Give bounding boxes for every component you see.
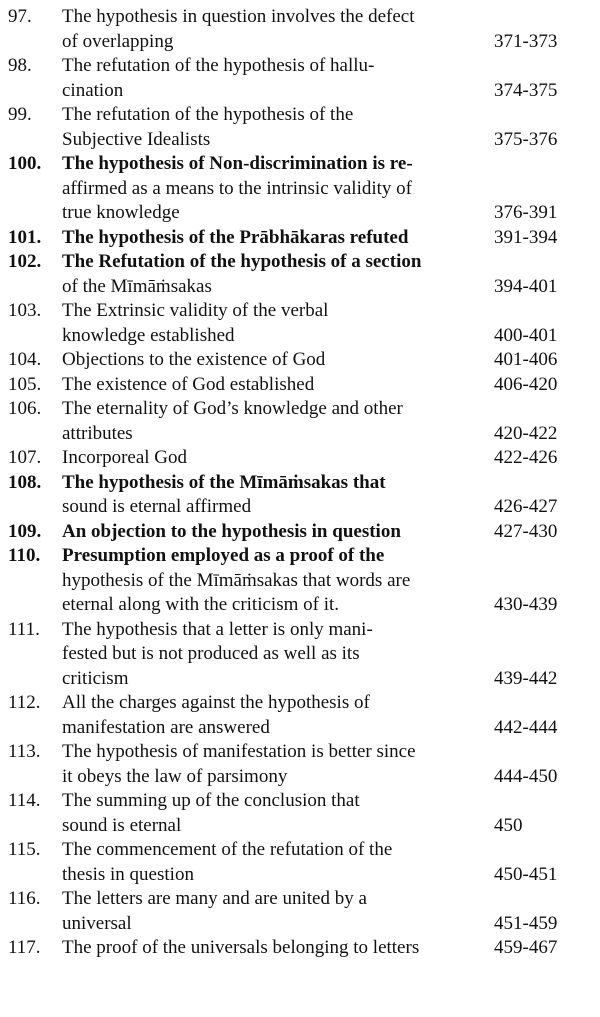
entry-title-line: of the Mīmāṁsakas — [62, 275, 212, 297]
entry-title-line: thesis in question — [62, 863, 194, 885]
entry-title-line: it obeys the law of parsimony — [62, 765, 288, 787]
page-range: 391-394 — [494, 226, 558, 248]
entry-number: 103. — [8, 300, 42, 321]
entry-title-line: Objections to the existence of God — [62, 349, 326, 370]
page-range: 376-391 — [494, 202, 558, 223]
entry-title-line: The hypothesis that a letter is only mani- — [62, 618, 373, 640]
toc-entry — [0, 152, 600, 226]
entry-title-line: The hypothesis of manifestation is better since — [62, 741, 416, 762]
toc-entry — [0, 544, 600, 618]
entry-number: 105. — [8, 373, 42, 395]
toc-entry — [0, 5, 600, 54]
toc-entry — [0, 299, 600, 348]
page-range: 439-442 — [494, 667, 558, 689]
entry-title-line: The refutation of the hypothesis of hallu- — [62, 55, 375, 76]
entry-title-line: The proof of the universals belonging to letters — [62, 937, 420, 958]
entry-number: 98. — [8, 55, 32, 76]
toc-entry — [0, 887, 600, 936]
entry-title-line: All the charges against the hypothesis of — [62, 692, 370, 713]
toc-entry — [0, 446, 600, 471]
page-range: 375-376 — [494, 128, 558, 150]
entry-title-line: The hypothesis of Non-discrimination is re- — [62, 153, 413, 174]
toc-entry — [0, 226, 600, 251]
page-range: 394-401 — [494, 275, 558, 297]
entry-number: 116. — [8, 888, 41, 909]
entry-title-line: fested but is not produced as well as its — [62, 643, 360, 664]
entry-title-line: The hypothesis of the Mīmāṁsakas that — [62, 471, 386, 493]
entry-number: 117. — [8, 937, 41, 958]
entry-title-line: The Extrinsic validity of the verbal — [62, 300, 329, 321]
page-range: 451-459 — [494, 912, 558, 934]
entry-number: 113. — [8, 741, 41, 762]
entry-title-line: The Refutation of the hypothesis of a section — [62, 251, 422, 272]
entry-title-line: hypothesis of the Mīmāṁsakas that words are — [62, 569, 411, 591]
toc-entry — [0, 250, 600, 299]
entry-title-line: Subjective Idealists — [62, 128, 211, 150]
entry-title-line: Incorporeal God — [62, 447, 188, 468]
entry-title-line: affirmed as a means to the intrinsic validity of — [62, 177, 412, 199]
entry-title-line: attributes — [62, 422, 133, 444]
page-range: 459-467 — [494, 937, 558, 958]
entry-number: 108. — [8, 471, 42, 493]
page-range: 406-420 — [494, 373, 558, 395]
entry-title-line: sound is eternal — [62, 814, 182, 836]
page-range: 400-401 — [494, 324, 558, 346]
entry-title-line: The hypothesis of the Prābhākaras refuted — [62, 226, 409, 248]
entry-title-line: sound is eternal affirmed — [62, 496, 252, 517]
entry-title-line: The letters are many and are united by a — [62, 888, 367, 909]
toc-entry — [0, 618, 600, 692]
entry-title-line: The hypothesis in question involves the defect — [62, 6, 415, 27]
entry-number: 97. — [8, 6, 32, 27]
entry-number: 99. — [8, 104, 32, 125]
toc-entry — [0, 373, 600, 398]
entry-title-line: true knowledge — [62, 202, 180, 223]
toc-entry — [0, 838, 600, 887]
entry-title-line: The existence of God established — [62, 373, 315, 395]
entry-number: 107. — [8, 447, 42, 468]
entry-number: 109. — [8, 520, 42, 542]
page-range: 450 — [494, 814, 523, 836]
page-range: 401-406 — [494, 349, 558, 370]
entry-title-line: knowledge established — [62, 324, 235, 346]
page-range: 422-426 — [494, 447, 558, 468]
page-range: 430-439 — [494, 594, 558, 615]
entry-title-line: The eternality of God’s knowledge and other — [62, 398, 403, 419]
page-range: 371-373 — [494, 30, 558, 52]
toc-entry — [0, 789, 600, 838]
toc-entry — [0, 397, 600, 446]
entry-title-line: An objection to the hypothesis in question — [62, 520, 401, 542]
entry-title-line: The refutation of the hypothesis of the — [62, 104, 354, 125]
entry-number: 114. — [8, 790, 41, 811]
entry-title-line: The commencement of the refutation of the — [62, 839, 393, 860]
page-range: 374-375 — [494, 79, 558, 101]
entry-title-line: eternal along with the criticism of it. — [62, 594, 340, 615]
entry-number: 104. — [8, 349, 42, 370]
entry-title-line: cination — [62, 79, 124, 101]
toc-entry — [0, 54, 600, 103]
page-range: 450-451 — [494, 863, 558, 885]
entry-number: 101. — [8, 226, 42, 248]
page-range: 442-444 — [494, 716, 558, 738]
toc-entry — [0, 471, 600, 520]
entry-title-line: manifestation are answered — [62, 716, 270, 738]
entry-title-line: universal — [62, 912, 132, 934]
toc-entry — [0, 740, 600, 789]
entry-title-line: of overlapping — [62, 30, 174, 52]
toc-entry — [0, 103, 600, 152]
page-range: 427-430 — [494, 520, 558, 542]
entry-title-line: The summing up of the conclusion that — [62, 790, 360, 811]
entry-title-line: Presumption employed as a proof of the — [62, 545, 385, 566]
entry-number: 106. — [8, 398, 42, 419]
toc-entry — [0, 348, 600, 373]
page-range: 426-427 — [494, 496, 558, 517]
page-range: 444-450 — [494, 765, 558, 787]
entry-title-line: criticism — [62, 667, 129, 689]
entry-number: 102. — [8, 251, 42, 272]
toc-entry — [0, 936, 600, 961]
entry-number: 112. — [8, 692, 41, 713]
entry-number: 110. — [8, 545, 41, 566]
entry-number: 100. — [8, 153, 42, 174]
entry-number: 111. — [8, 618, 40, 640]
entry-number: 115. — [8, 839, 41, 860]
toc-entry — [0, 520, 600, 545]
page-range: 420-422 — [494, 422, 558, 444]
toc-entry — [0, 691, 600, 740]
